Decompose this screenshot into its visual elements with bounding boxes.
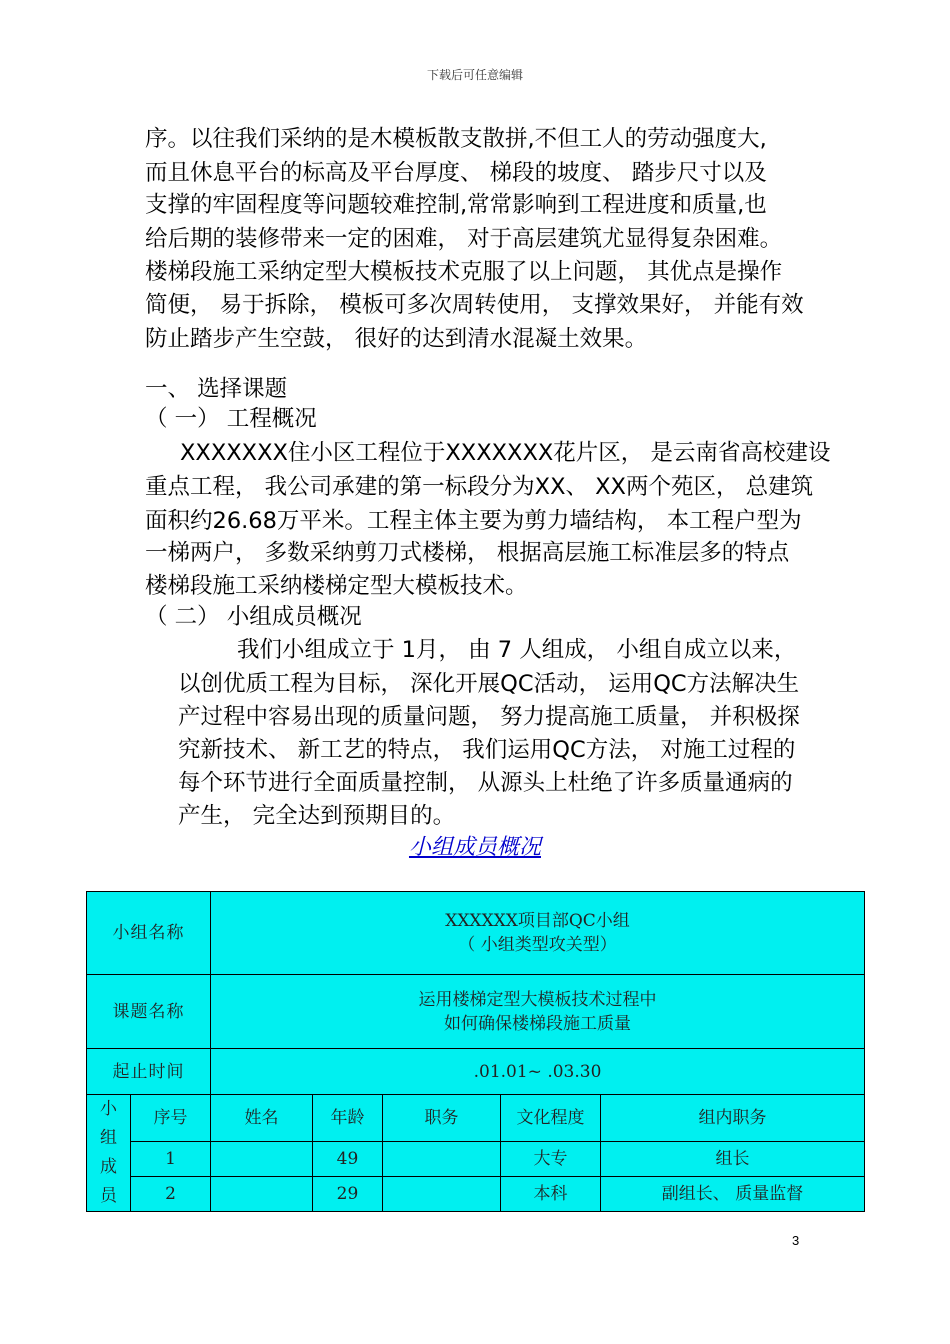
- intro-line: 序。以往我们采纳的是木模板散支散拼,不但工人的劳动强度大,: [145, 126, 767, 152]
- project-overview-line: 面积约26.68万平米。工程主体主要为剪力墙结构， 本工程户型为: [145, 508, 802, 534]
- intro-line: 防止踏步产生空鼓， 很好的达到清水混凝土效果。: [145, 326, 648, 352]
- member-education: 大专: [501, 1142, 601, 1177]
- member-name: [211, 1177, 313, 1212]
- period-value: .01.01~ .03.30: [211, 1049, 865, 1095]
- project-overview-line: XXXXXXX住小区工程位于XXXXXXX花片区， 是云南省高校建设: [180, 440, 831, 466]
- member-age: 49: [313, 1142, 383, 1177]
- team-overview-line: 我们小组成立于 1月， 由 7 人组成， 小组自成立以来，: [237, 637, 797, 663]
- intro-line: 给后期的装修带来一定的困难， 对于高层建筑尤显得复杂困难。: [145, 226, 783, 252]
- member-role: 副组长、 质量监督: [601, 1177, 865, 1212]
- team-overview-line: 以创优质工程为目标， 深化开展QC活动， 运用QC方法解决生: [178, 671, 800, 697]
- topic-cell: [211, 975, 865, 1049]
- group-type-value: （ 小组类型攻关型）: [458, 935, 617, 955]
- project-overview-line: 一梯两户， 多数采纳剪刀式楼梯， 根据高层施工标准层多的特点: [145, 540, 790, 566]
- page-number: 3: [792, 1233, 800, 1248]
- subsection-heading: （ 一） 工程概况: [145, 406, 317, 432]
- column-header: 序号: [131, 1095, 211, 1142]
- intro-line: 支撑的牢固程度等问题较难控制,常常影响到工程进度和质量,也: [145, 192, 767, 218]
- member-no: 2: [131, 1177, 211, 1212]
- team-overview-line: 产生， 完全达到预期目的。: [178, 803, 456, 829]
- section-heading: 一、 选择课题: [145, 376, 288, 402]
- team-overview-line: 产过程中容易出现的质量问题， 努力提高施工质量， 并积极探: [178, 704, 800, 730]
- member-name: [211, 1142, 313, 1177]
- column-header: 组内职务: [601, 1095, 865, 1142]
- topic-label: 课题名称: [87, 975, 211, 1049]
- topic-value-line: 如何确保楼梯段施工质量: [444, 1013, 631, 1034]
- project-overview-line: 重点工程， 我公司承建的第一标段分为XX、 XX两个苑区， 总建筑: [145, 474, 814, 500]
- table-row: [87, 1142, 865, 1177]
- intro-line: 而且休息平台的标高及平台厚度、 梯段的坡度、 踏步尺寸以及: [145, 160, 767, 186]
- member-title: [383, 1142, 501, 1177]
- member-age: 29: [313, 1177, 383, 1212]
- member-education: 本科: [501, 1177, 601, 1212]
- member-no: 1: [131, 1142, 211, 1177]
- project-overview-line: 楼梯段施工采纳楼梯定型大模板技术。: [145, 573, 528, 599]
- members-label: 小 组 成 员: [87, 1095, 131, 1212]
- column-header: 文化程度: [501, 1095, 601, 1142]
- group-name-value: XXXXXX项目部QC小组: [445, 911, 630, 931]
- intro-line: 简便， 易于拆除， 模板可多次周转使用， 支撑效果好， 并能有效: [145, 292, 804, 318]
- intro-line: 楼梯段施工采纳定型大模板技术克服了以上问题， 其优点是操作: [145, 259, 783, 285]
- period-label: 起止时间: [87, 1049, 211, 1095]
- subsection-heading: （ 二） 小组成员概况: [145, 604, 362, 630]
- group-name-cell: [211, 892, 865, 975]
- table-title: 小组成员概况: [408, 835, 541, 860]
- team-members-table: [86, 891, 865, 1212]
- column-header: 职务: [383, 1095, 501, 1142]
- group-name-label: 小组名称: [87, 892, 211, 975]
- table-row: [87, 1177, 865, 1212]
- topic-value-line: 运用楼梯定型大模板技术过程中: [418, 989, 657, 1010]
- team-overview-line: 究新技术、 新工艺的特点， 我们运用QC方法， 对施工过程的: [178, 737, 796, 763]
- member-role: 组长: [601, 1142, 865, 1177]
- column-header: 姓名: [211, 1095, 313, 1142]
- column-header: 年龄: [313, 1095, 383, 1142]
- team-overview-line: 每个环节进行全面质量控制， 从源头上杜绝了许多质量通病的: [178, 770, 793, 796]
- member-title: [383, 1177, 501, 1212]
- page-header: 下载后可任意编辑: [426, 68, 523, 82]
